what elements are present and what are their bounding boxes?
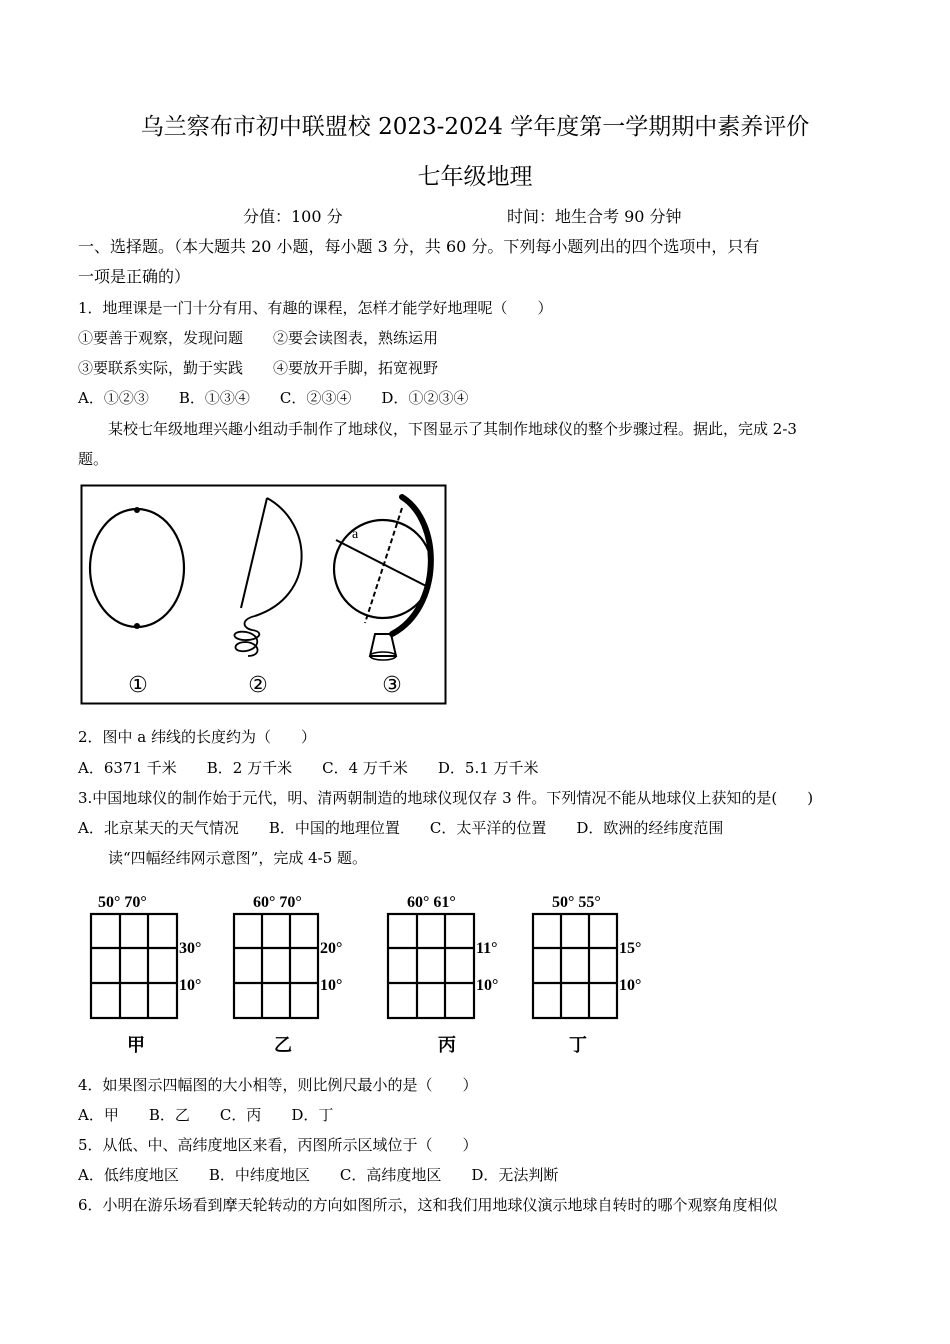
question-1-stem: 1．地理课是一门十分有用、有趣的课程，怎样才能学好地理呢（ ） [78,299,553,317]
question-3-stem: 3.中国地球仪的制作始于元代，明、清两朝制造的地球仪现仅存 3 件。下列情况不能从地球仪上获知的是( ) [78,789,814,807]
half-sphere-edge [241,498,267,608]
earth-axis [365,508,402,623]
question-1-options: A．①②③ B．①③④ C．②③④ D．①②③④ [78,389,469,407]
grid-figure-yi [231,888,361,1058]
score-info: 分值：100 分 [243,207,343,226]
figure-frame [82,486,446,704]
grid-figure-ding [530,888,660,1058]
question-4-stem: 4．如果图示四幅图的大小相等，则比例尺最小的是（ ） [78,1076,478,1094]
section-heading-cont: 一项是正确的） [78,267,191,286]
grid-name: 丁 [569,1035,587,1056]
globe-ellipse [90,509,184,627]
label-a: a [352,527,359,542]
question-5-options: A．低纬度地区 B．中纬度地区 C．高纬度地区 D．无法判断 [78,1166,559,1184]
grid-name: 丙 [438,1035,456,1056]
step-2-label: ② [248,673,268,698]
graticule [533,914,617,1018]
latitude-bottom: 10° [476,977,499,994]
question-4-options: A．甲 B．乙 C．丙 D．丁 [78,1106,334,1124]
spring-coil [234,616,259,656]
exam-subtitle: 七年级地理 [417,164,533,190]
latitude-bottom: 10° [320,977,343,994]
question-6-stem: 6．小明在游乐场看到摩天轮转动的方向如图所示，这和我们用地球仪演示地球自转时的哪个观察角度相似 [78,1196,778,1214]
latitude-top: 15° [619,940,642,957]
south-pole-dot [134,623,140,629]
latitude-top: 30° [179,940,202,957]
question-2-options: A．6371 千米 B．2 万千米 C．4 万千米 D．5.1 万千米 [78,759,539,777]
step-3-label: ③ [382,673,402,698]
latitude-top: 20° [320,940,343,957]
question-3-options: A．北京某天的天气情况 B．中国的地理位置 C．太平洋的位置 D．欧洲的经纬度范围 [78,819,724,837]
globe-circle [334,520,432,618]
intro-2-3: 某校七年级地理兴趣小组动手制作了地球仪，下图显示了其制作地球仪的整个步骤过程。据此，完成 2-3 [108,420,797,438]
exam-title: 乌兰察布市初中联盟校 2023-2024 学年度第一学期期中素养评价 [140,114,810,140]
longitude-labels: 50° 55° [552,894,601,911]
time-info: 时间：地生合考 90 分钟 [507,207,682,226]
globe-making-figure [80,484,448,706]
grid-name: 乙 [274,1035,292,1056]
latitude-bottom: 10° [179,977,202,994]
longitude-labels: 60° 61° [407,894,456,911]
graticule [388,914,474,1018]
latitude-bottom: 10° [619,977,642,994]
question-1-items-b: ③要联系实际，勤于实践 ④要放开手脚，拓宽视野 [78,359,439,377]
longitude-labels: 60° 70° [253,894,302,911]
intro-2-3-cont: 题。 [78,450,109,468]
grid-figure-bing [385,888,515,1058]
question-5-stem: 5．从低、中、高纬度地区来看，丙图所示区域位于（ ） [78,1136,478,1154]
north-pole-dot [134,507,140,513]
meridian-ring [392,497,431,634]
section-heading: 一、选择题。（本大题共 20 小题，每小题 3 分，共 60 分。下列每小题列出的四个选项中，只有 [78,237,760,256]
latitude-top: 11° [476,940,498,957]
longitude-labels: 50° 70° [98,894,147,911]
grid-figure-jia [88,888,218,1058]
step-1-label: ① [128,673,148,698]
question-1-items-a: ①要善于观察，发现问题 ②要会读图表，熟练运用 [78,329,439,347]
graticule [234,914,318,1018]
question-2-stem: 2．图中 a 纬线的长度约为（ ） [78,728,317,746]
latitude-a [336,540,430,588]
intro-4-5: 读“四幅经纬网示意图”，完成 4-5 题。 [108,849,368,867]
graticule [91,914,177,1018]
grid-name: 甲 [127,1035,145,1056]
